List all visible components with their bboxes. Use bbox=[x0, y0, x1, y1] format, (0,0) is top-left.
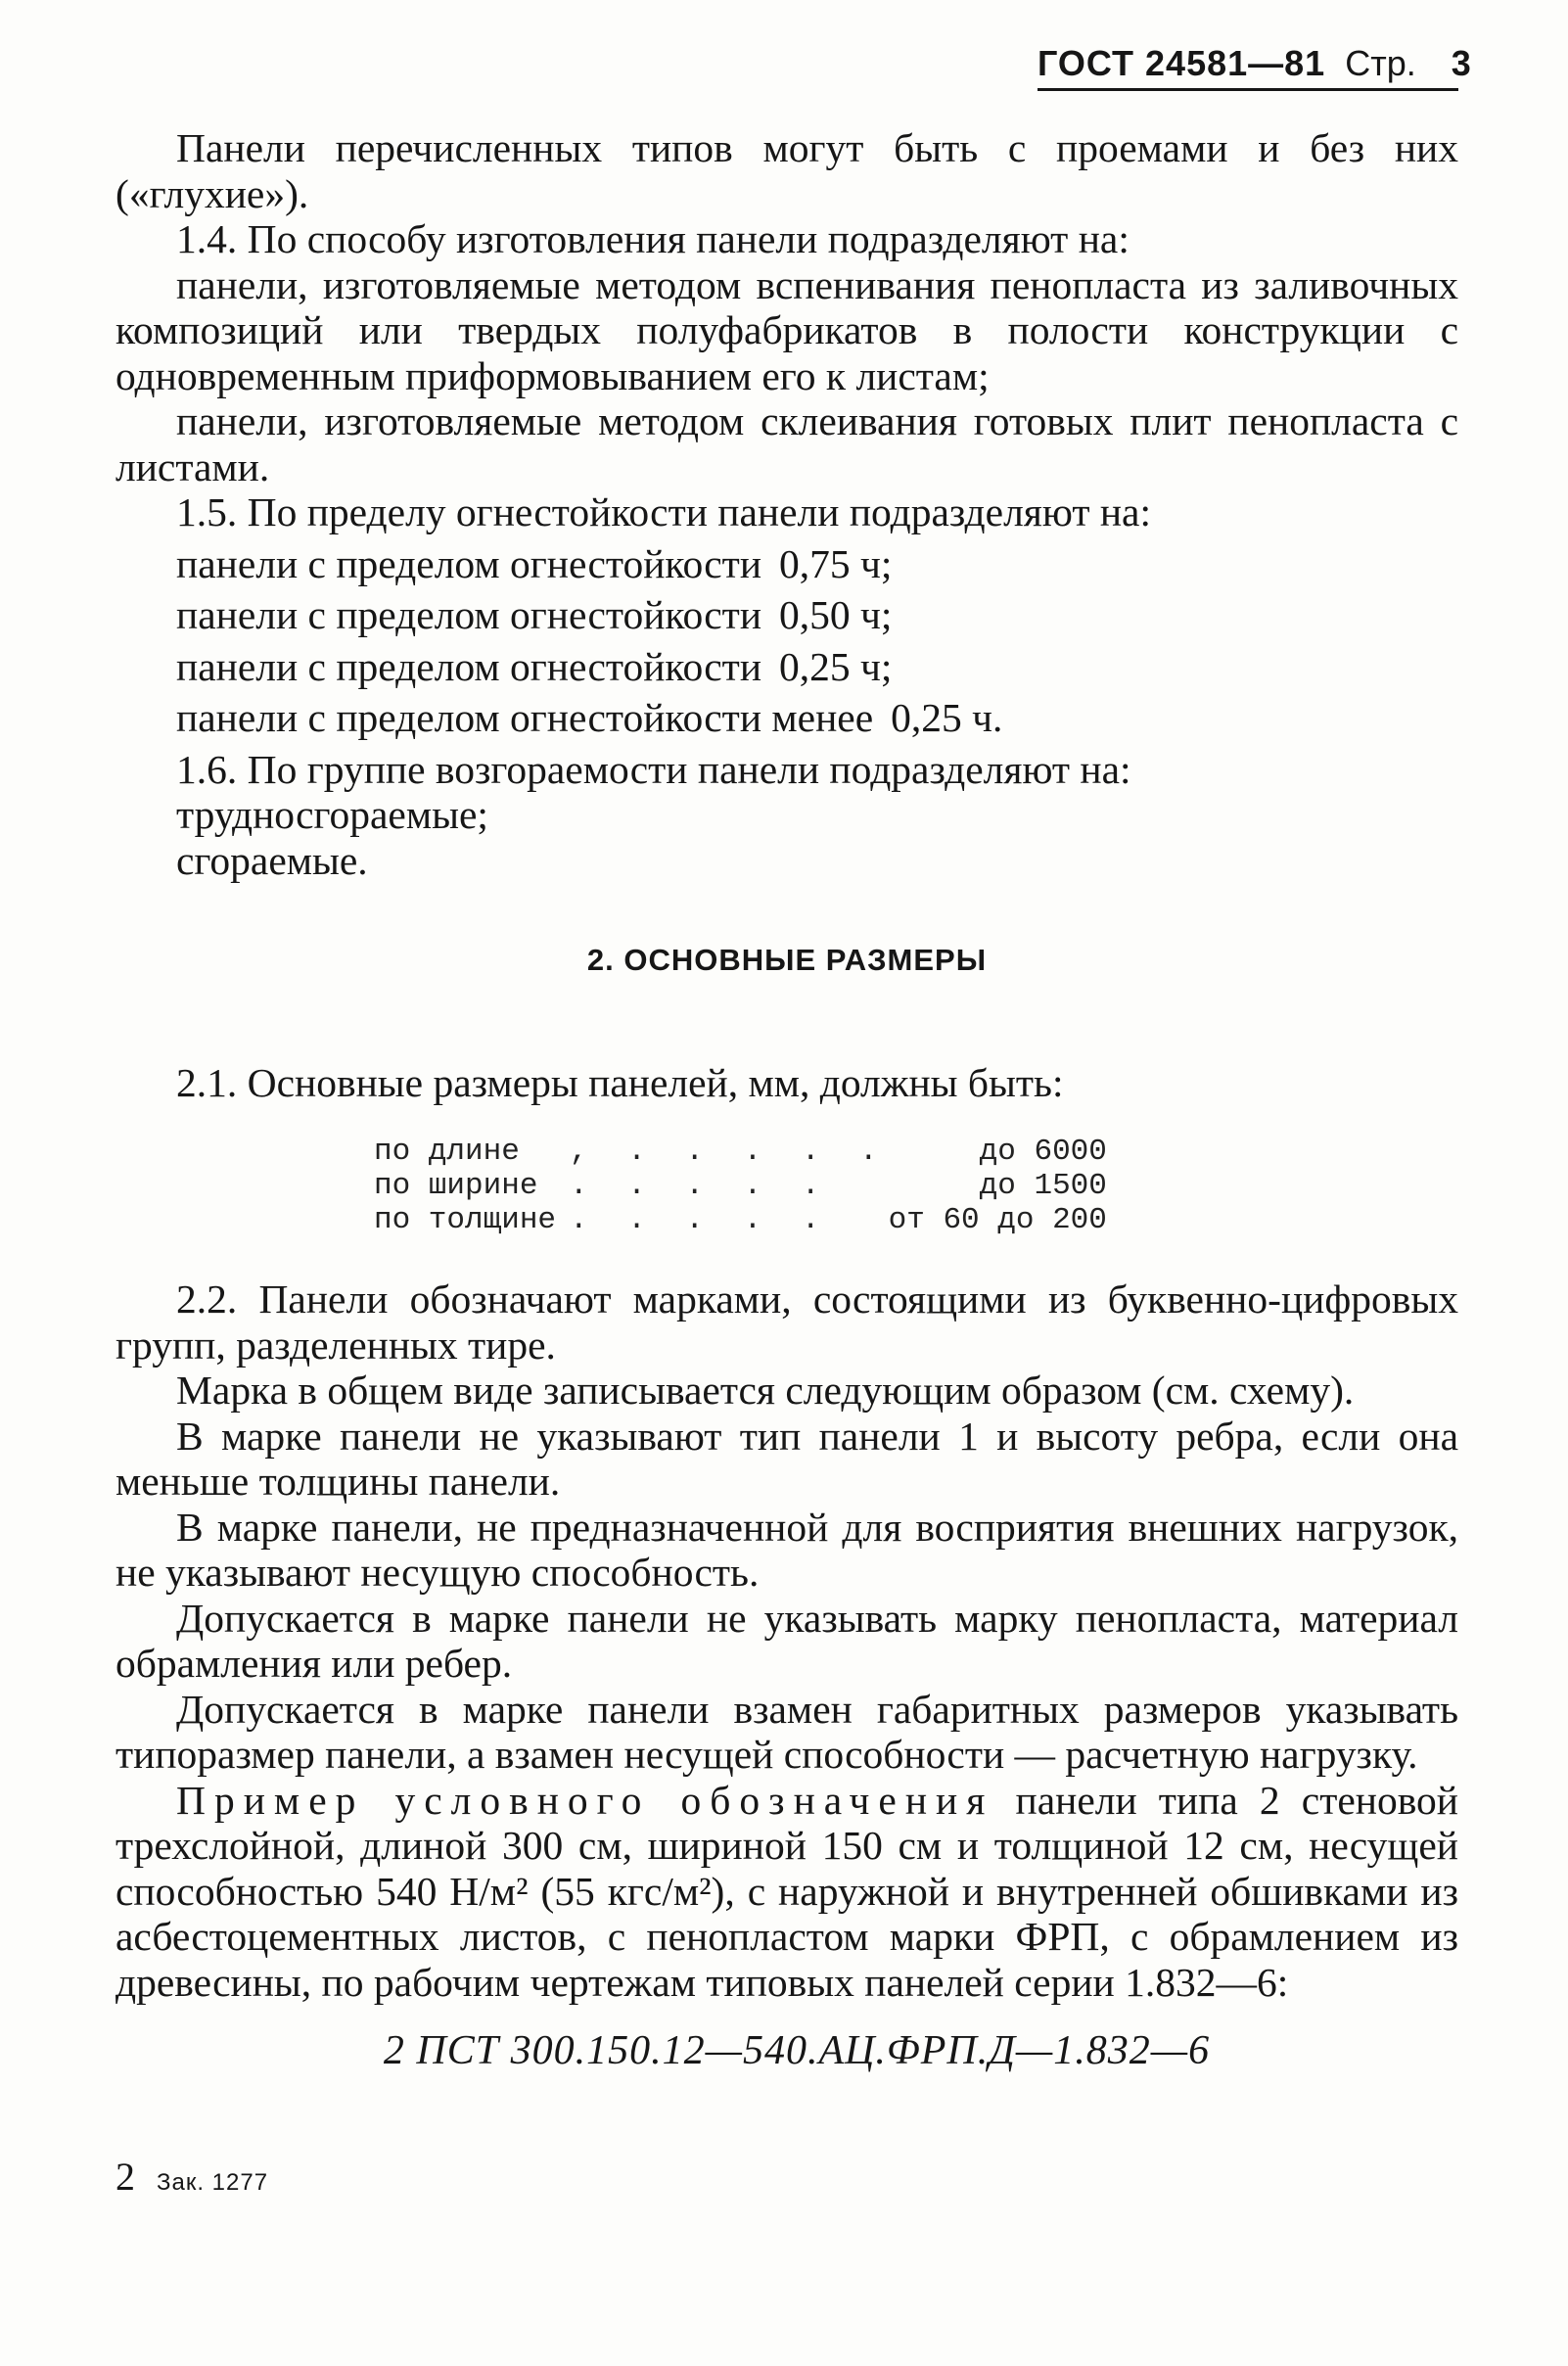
dimension-row: по ширине . . . . . до 1500 bbox=[374, 1169, 1107, 1203]
example-designation: 2 ПСТ 300.150.12—540.АЦ.ФРП.Д—1.832—6 bbox=[383, 2028, 1211, 2073]
fire-resistance-list bbox=[115, 541, 1458, 741]
clause-2-2: 2.2. Панели обозначают марками, состоящими из буквенно-цифровых групп, разделенных тире. bbox=[115, 1276, 1458, 1368]
fire-resistance-item: панели с пределом огнестойкости 0,75 ч; bbox=[176, 540, 893, 586]
clause-1-4-item-gluing: панели, изготовляемые методом склеивания готовых плит пенопласта с листами. bbox=[115, 398, 1458, 489]
page-header bbox=[1038, 43, 1471, 91]
fire-resistance-item: панели с пределом огнестойкости 0,50 ч; bbox=[176, 592, 893, 637]
document-body bbox=[115, 125, 1458, 2074]
fire-resistance-item: панели с пределом огнестойкости менее 0,25 ч. bbox=[176, 695, 1003, 740]
paragraph-mark-size: Допускается в марке панели взамен габаритных размеров указывать типоразмер панели, а взамен несущей способности — расчетную нагрузку. bbox=[115, 1686, 1458, 1777]
paragraph-mark-load: В марке панели, не предназначенной для восприятия внешних нагрузок, не указывают несущую способность. bbox=[115, 1504, 1458, 1595]
clause-1-6-heading: 1.6. По группе возгораемости панели подразделяют на: bbox=[176, 746, 1131, 792]
clause-1-6-item-combustible: сгораемые. bbox=[176, 837, 368, 883]
clause-1-4-item-foaming: панели, изготовляемые методом вспенивания пенопласта из заливочных композиций или твердых полуфабрикатов в полости конструкции с одновременным приформовыванием его к листам; bbox=[115, 261, 1458, 398]
page-number: 3 bbox=[1451, 43, 1471, 83]
fire-resistance-item: панели с пределом огнестойкости 0,25 ч; bbox=[176, 643, 893, 689]
clause-1-5-heading: 1.5. По пределу огнестойкости панели подразделяют на: bbox=[176, 489, 1151, 534]
example-text: панели типа 2 стеновой трехслойной, длиной 300 см, шириной 150 см и толщиной 12 см, несущей способностью 540 Н/м² (55 кгс/м²), с наружной и внутренней обшивками из асбестоцементных листов, с пенопластом марки ФРП, с обрамлением из древесины, по рабочим чертежам типовых панелей серии 1.832—6: bbox=[115, 1777, 1459, 2005]
sheet-number: 2 bbox=[115, 2155, 135, 2199]
clause-2-1: 2.1. Основные размеры панелей, мм, должны быть: bbox=[176, 1059, 1064, 1105]
paragraph-example bbox=[115, 1778, 1458, 2006]
dimension-row: по толщине . . . . . от 60 до 200 bbox=[374, 1203, 1107, 1237]
example-heading: Пример условного обозначения bbox=[176, 1777, 994, 1823]
paragraph-panel-types: Панели перечисленных типов могут быть с проемами и без них («глухие»). bbox=[115, 125, 1458, 216]
paragraph-mark-type: В марке панели не указывают тип панели 1 и высоту ребра, если она меньше толщины панели. bbox=[115, 1413, 1458, 1504]
section-2-title: 2. ОСНОВНЫЕ РАЗМЕРЫ bbox=[586, 943, 988, 977]
gost-number: ГОСТ 24581—81 bbox=[1038, 43, 1326, 83]
page-label: Стр. bbox=[1345, 43, 1416, 83]
dimensions-table bbox=[374, 1135, 1107, 1237]
page-footer bbox=[115, 2154, 268, 2200]
clause-1-6-item-hard-combustible: трудносгораемые; bbox=[176, 792, 488, 837]
paragraph-mark-foam: Допускается в марке панели не указывать марку пенопласта, материал обрамления или ребер. bbox=[115, 1595, 1458, 1686]
clause-1-4-heading: 1.4. По способу изготовления панели подразделяют на: bbox=[176, 216, 1130, 261]
paragraph-mark-general: Марка в общем виде записывается следующим образом (см. схему). bbox=[176, 1368, 1355, 1413]
order-number: Зак. 1277 bbox=[157, 2169, 269, 2196]
dimension-row: по длине , . . . . . до 6000 bbox=[374, 1135, 1107, 1169]
